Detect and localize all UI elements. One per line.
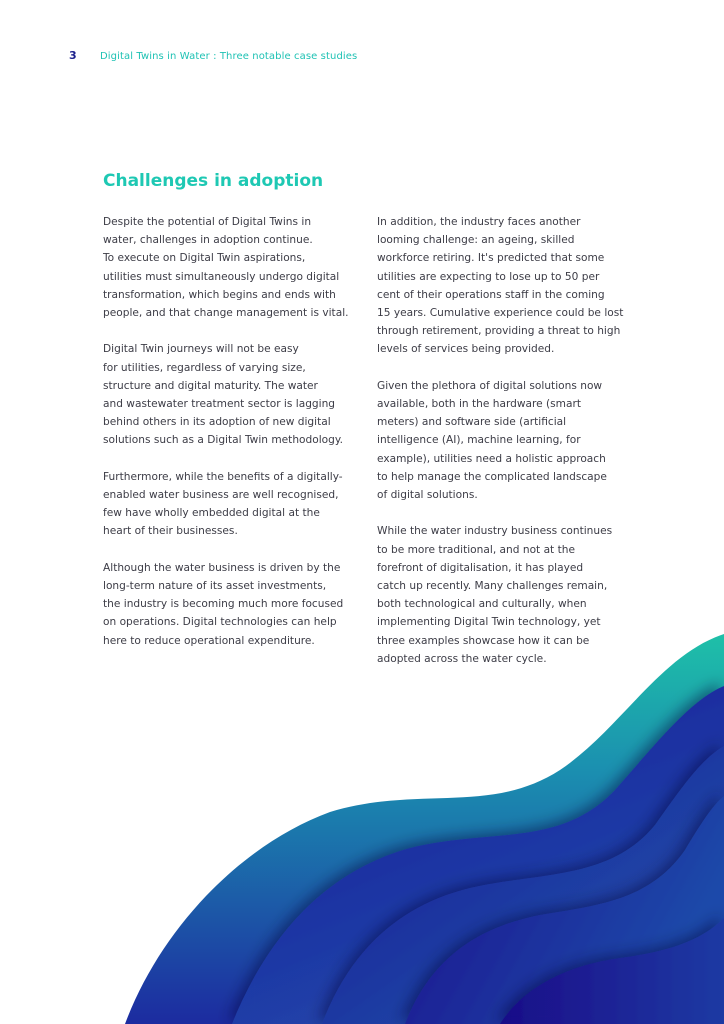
paragraph	[103, 468, 353, 541]
text-line: for utilities, regardless of varying size,	[103, 361, 306, 374]
text-line: example), utilities need a holistic approach	[377, 452, 606, 465]
text-line: To execute on Digital Twin aspirations,	[103, 252, 306, 265]
text-line: three examples showcase how it can be	[377, 634, 590, 647]
text-line: Given the plethora of digital solutions now	[377, 379, 603, 392]
text-line: on operations. Digital technologies can help	[103, 616, 337, 629]
text-line: Although the water business is driven by the	[103, 561, 341, 574]
text-line: solutions such as a Digital Twin methodology.	[103, 434, 344, 447]
text-line: of digital solutions.	[377, 489, 478, 502]
paragraph	[377, 377, 627, 504]
page-number: 3	[69, 49, 77, 62]
text-line: people, and that change management is vital.	[103, 307, 349, 320]
text-line: the industry is becoming much more focused	[103, 598, 344, 611]
text-line: catch up recently. Many challenges remain,	[377, 580, 608, 593]
text-line: both technological and culturally, when	[377, 598, 587, 611]
text-line: heart of their businesses.	[103, 525, 238, 538]
text-line: water, challenges in adoption continue.	[103, 234, 313, 247]
document-title: Digital Twins in Water : Three notable case studies	[100, 51, 358, 62]
text-line: and wastewater treatment sector is lagging	[103, 398, 336, 411]
text-line: Digital Twin journeys will not be easy	[103, 343, 299, 356]
text-line: forefront of digitalisation, it has played	[377, 561, 584, 574]
text-line: looming challenge: an ageing, skilled	[377, 234, 575, 247]
text-line: here to reduce operational expenditure.	[103, 634, 315, 647]
text-line: enabled water business are well recognised,	[103, 489, 339, 502]
text-line: to help manage the complicated landscape	[377, 470, 607, 483]
text-line: While the water industry business continues	[377, 525, 613, 538]
text-line: through retirement, providing a threat to high	[377, 325, 621, 338]
text-line: 15 years. Cumulative experience could be lost	[377, 307, 624, 320]
text-line: to be more traditional, and not at the	[377, 543, 575, 556]
decorative-water-waves	[0, 600, 724, 1024]
text-line: meters) and software side (artificial	[377, 416, 567, 429]
text-line: Furthermore, while the benefits of a digitally-	[103, 470, 343, 483]
text-line: levels of services being provided.	[377, 343, 555, 356]
text-line: transformation, which begins and ends with	[103, 288, 336, 301]
paragraph	[103, 213, 353, 322]
text-line: long-term nature of its asset investments,	[103, 580, 327, 593]
text-line: utilities are expecting to lose up to 50 per	[377, 270, 600, 283]
paragraph	[103, 340, 353, 449]
text-line: intelligence (AI), machine learning, for	[377, 434, 581, 447]
text-line: adopted across the water cycle.	[377, 652, 547, 665]
text-line: In addition, the industry faces another	[377, 216, 581, 228]
page-header	[69, 49, 357, 62]
text-line: behind others in its adoption of new digital	[103, 416, 331, 429]
section-heading: Challenges in adoption	[103, 171, 324, 191]
text-line: structure and digital maturity. The water	[103, 379, 318, 392]
text-line: cent of their operations staff in the coming	[377, 288, 605, 301]
paragraph	[377, 213, 627, 359]
text-line: workforce retiring. It's predicted that some	[377, 252, 605, 265]
text-line: implementing Digital Twin technology, yet	[377, 616, 601, 629]
text-line: available, both in the hardware (smart	[377, 398, 582, 411]
text-line: Despite the potential of Digital Twins in	[103, 216, 312, 228]
text-line: utilities must simultaneously undergo digital	[103, 270, 340, 283]
text-line: few have wholly embedded digital at the	[103, 507, 320, 520]
